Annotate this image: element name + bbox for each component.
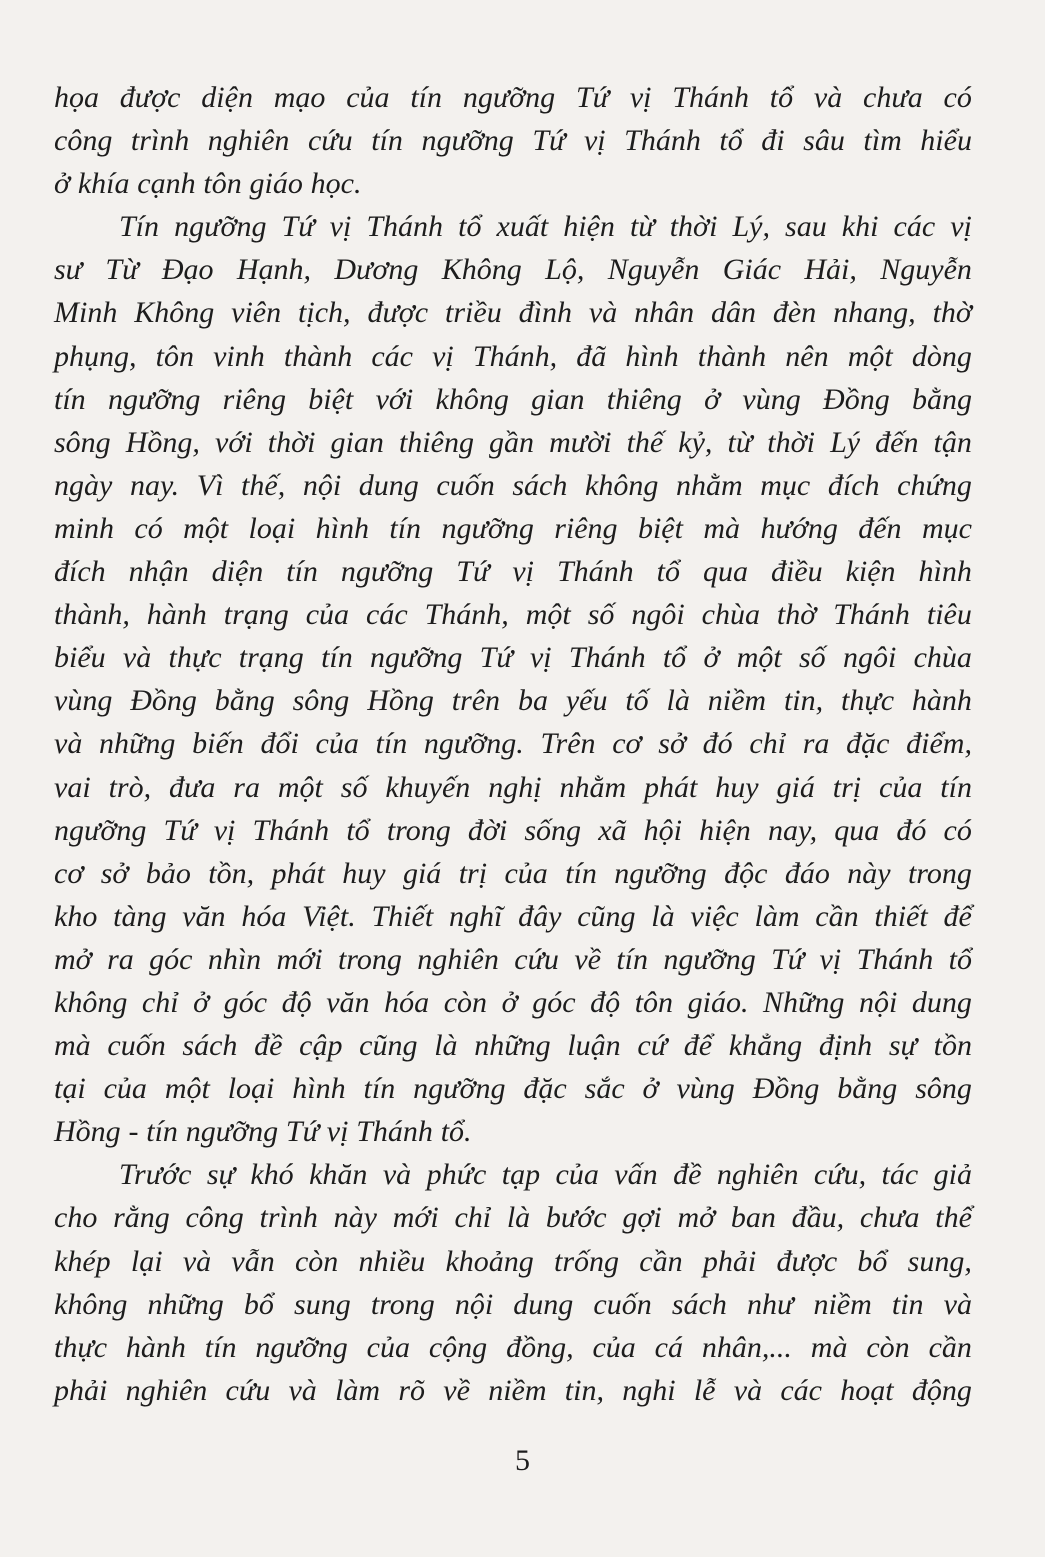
- text-line: phải nghiên cứu và làm rõ về niềm tin, nghi lễ và các hoạt động: [54, 1373, 972, 1407]
- text-line: thành, hành trạng của các Thánh, một số ngôi chùa thờ Thánh tiêu: [54, 598, 972, 632]
- text-line: mà cuốn sách đề cập cũng là những luận cứ để khẳng định sự tồn: [54, 1029, 972, 1063]
- text-line: thực hành tín ngưỡng của cộng đồng, của cá nhân,... mà còn cần: [54, 1330, 972, 1364]
- body-text: [54, 76, 972, 1412]
- text-line: cho rằng công trình này mới chỉ là bước gợi mở ban đầu, chưa thể: [54, 1201, 972, 1235]
- text-line: Tín ngưỡng Tứ vị Thánh tổ xuất hiện từ thời Lý, sau khi các vị: [119, 210, 972, 244]
- text-line: đích nhận diện tín ngưỡng Tứ vị Thánh tổ qua điều kiện hình: [54, 555, 972, 589]
- text-line: vùng Đồng bằng sông Hồng trên ba yếu tố là niềm tin, thực hành: [54, 684, 972, 718]
- text-line: sư Từ Đạo Hạnh, Dương Không Lộ, Nguyễn Giác Hải, Nguyễn: [54, 253, 972, 287]
- text-line: cơ sở bảo tồn, phát huy giá trị của tín ngưỡng độc đáo này trong: [54, 856, 972, 890]
- page-number: 5: [515, 1444, 530, 1477]
- text-line: Trước sự khó khăn và phức tạp của vấn đề nghiên cứu, tác giả: [119, 1158, 972, 1192]
- text-line: ở khía cạnh tôn giáo học.: [54, 167, 362, 201]
- text-line: Minh Không viên tịch, được triều đình và nhân dân đèn nhang, thờ: [54, 296, 972, 330]
- text-line: họa được diện mạo của tín ngưỡng Tứ vị Thánh tổ và chưa có: [54, 81, 972, 114]
- text-line: và những biến đổi của tín ngưỡng. Trên cơ sở đó chỉ ra đặc điểm,: [54, 727, 972, 761]
- text-line: công trình nghiên cứu tín ngưỡng Tứ vị Thánh tổ đi sâu tìm hiểu: [54, 124, 972, 158]
- text-line: không những bổ sung trong nội dung cuốn sách như niềm tin và: [54, 1287, 972, 1321]
- text-line: tại của một loại hình tín ngưỡng đặc sắc ở vùng Đồng bằng sông: [54, 1072, 972, 1106]
- text-line: kho tàng văn hóa Việt. Thiết nghĩ đây cũng là việc làm cần thiết để: [54, 899, 972, 933]
- text-line: mở ra góc nhìn mới trong nghiên cứu về tín ngưỡng Tứ vị Thánh tổ: [54, 942, 972, 976]
- text-line: tín ngưỡng riêng biệt với không gian thiêng ở vùng Đồng bằng: [54, 382, 972, 416]
- text-line: biểu và thực trạng tín ngưỡng Tứ vị Thánh tổ ở một số ngôi chùa: [54, 641, 972, 675]
- text-line: khép lại và vẫn còn nhiều khoảng trống cần phải được bổ sung,: [54, 1244, 972, 1278]
- text-line: phụng, tôn vinh thành các vị Thánh, đã hình thành nên một dòng: [54, 339, 972, 373]
- text-line: sông Hồng, với thời gian thiêng gần mười thế kỷ, từ thời Lý đến tận: [54, 425, 972, 459]
- text-line: Hồng - tín ngưỡng Tứ vị Thánh tổ.: [54, 1115, 472, 1149]
- text-line: ngày nay. Vì thế, nội dung cuốn sách không nhằm mục đích chứng: [54, 468, 972, 502]
- text-line: không chỉ ở góc độ văn hóa còn ở góc độ tôn giáo. Những nội dung: [54, 985, 972, 1019]
- text-line: minh có một loại hình tín ngưỡng riêng biệt mà hướng đến mục: [54, 511, 972, 545]
- text-line: ngưỡng Tứ vị Thánh tổ trong đời sống xã hội hiện nay, qua đó có: [54, 813, 972, 847]
- text-line: vai trò, đưa ra một số khuyến nghị nhằm phát huy giá trị của tín: [54, 770, 972, 804]
